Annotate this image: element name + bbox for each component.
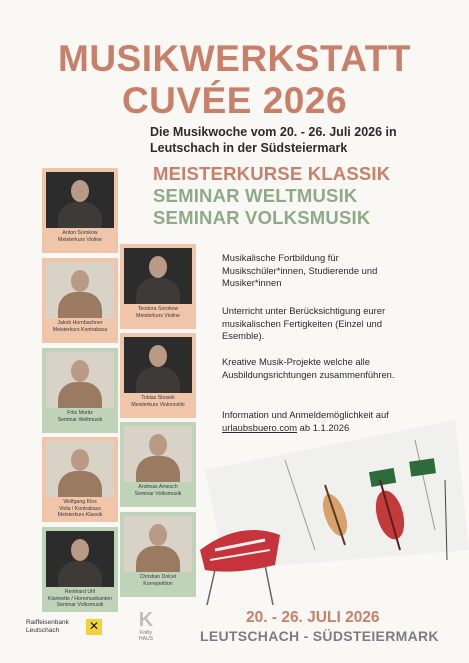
- teacher-card: Reinhard Uhl Klarinette / Hornmusikanten Seminar Volksmusik: [42, 527, 118, 612]
- teacher-card: Anton Sorokow Meisterkurs Violine: [42, 168, 118, 253]
- teacher-photo: [124, 337, 192, 393]
- info-paragraph: Information und Anmeldemöglichkeit auf urlaubsbuero.com ab 1.1.2026: [222, 409, 389, 433]
- teacher-card: Tobias Stosiek Meisterkurs Violoncello: [120, 333, 196, 418]
- teacher-photo: [46, 352, 114, 408]
- footer-location: LEUTSCHACH - SÜDSTEIERMARK: [200, 628, 439, 644]
- teacher-photo: [46, 172, 114, 228]
- teacher-card: Christian Dolcet Korrepetition: [120, 512, 196, 597]
- teacher-card: Wolfgang Klos Viola / Kontrabass Meisterkurs Klassik: [42, 437, 118, 522]
- main-title-year: CUVÉE 2026: [121, 80, 348, 121]
- teacher-photo: [124, 426, 192, 482]
- teacher-photo: [46, 531, 114, 587]
- course-weltmusik: SEMINAR WELTMUSIK: [153, 185, 358, 206]
- main-title: MUSIKWERKSTATT: [58, 38, 411, 79]
- intro-text: Die Musikwoche vom 20. - 26. Juli 2026 in Leutschach in der Südsteiermark: [150, 125, 397, 155]
- knilly-logo: K Knilly HAUS: [138, 609, 154, 642]
- website-link[interactable]: urlaubsbuero.com: [222, 421, 298, 433]
- teacher-photo: [46, 262, 114, 318]
- teacher-card: Jakob Hornbachner Meisterkurs Kontrabass: [42, 258, 118, 343]
- course-volksmusik: SEMINAR VOLKSMUSIK: [153, 207, 371, 228]
- teacher-photo: [46, 441, 114, 497]
- description-paragraph: Kreative Musik-Projekte welche alle Ausbildungsrichtungen zusammenführen.: [222, 356, 395, 380]
- teacher-card: Andreas Amesch Seminar Volksmusik: [120, 422, 196, 507]
- description-paragraph: Musikalische Fortbildung für Musikschüler*innen, Studierende und Musiker*innen: [222, 252, 378, 288]
- raiffeisen-icon: [86, 619, 102, 635]
- footer-date: 20. - 26. JULI 2026: [246, 609, 380, 626]
- course-meisterkurse: MEISTERKURSE KLASSIK: [153, 163, 391, 184]
- raiffeisen-logo: Raiffeisenbank Leutschach: [26, 619, 69, 634]
- instruments-illustration: [185, 400, 469, 610]
- teacher-photo: [124, 248, 192, 304]
- teacher-photo: [124, 516, 192, 572]
- teacher-card: Fritz Moritz Seminar Weltmusik: [42, 348, 118, 433]
- teacher-card: Teodora Sorokow Meisterkurs Violine: [120, 244, 196, 329]
- description-paragraph: Unterricht unter Berücksichtigung eurer musikalischen Fertigkeiten (Einzel und Esemble).: [222, 305, 386, 341]
